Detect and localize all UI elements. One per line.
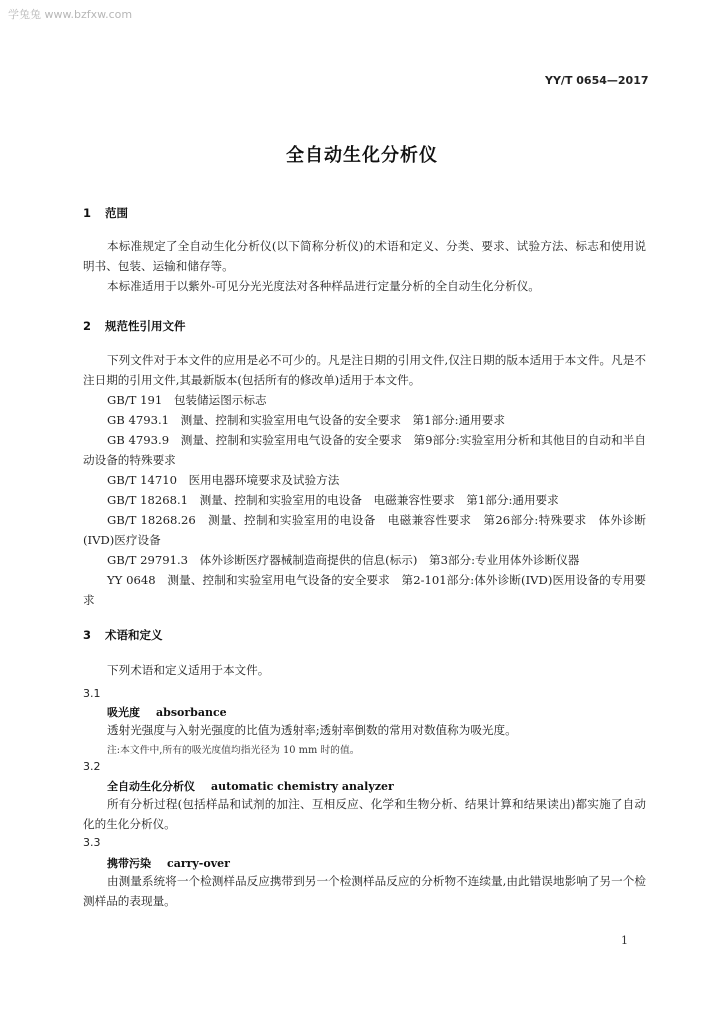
document-title: 全自动生化分析仪: [286, 145, 438, 166]
reference-item: GB/T 18268.26 测量、控制和实验室用的电设备 电磁兼容性要求 第26部分:特殊要求 体外诊断(IVD)医疗设备: [83, 513, 646, 547]
term-definition: 透射光强度与入射光强度的比值为透射率;透射率倒数的常用对数值称为吸光度。: [107, 723, 517, 737]
term-number: 3.2: [83, 760, 101, 773]
reference-item: GB 4793.9 测量、控制和实验室用电气设备的安全要求 第9部分:实验室用分析和其他目的自动和半自动设备的特殊要求: [83, 433, 646, 467]
standard-code: YY/T 0654—2017: [545, 74, 649, 87]
section-3-heading: [83, 627, 163, 643]
section-number: 1: [83, 206, 92, 220]
reference-item: GB/T 29791.3 体外诊断医疗器械制造商提供的信息(标示) 第3部分:专业用体外诊断仪器: [107, 553, 580, 567]
term-zh: 携带污染: [107, 857, 151, 870]
term-zh: 吸光度: [107, 706, 140, 719]
reference-item: GB/T 18268.1 测量、控制和实验室用的电设备 电磁兼容性要求 第1部分:通用要求: [107, 493, 559, 507]
reference-item: YY 0648 测量、控制和实验室用电气设备的安全要求 第2-101部分:体外诊断(IVD)医用设备的专用要求: [83, 573, 646, 607]
page-number: 1: [621, 934, 628, 947]
scope-paragraph-2: 本标准适用于以紫外-可见分光光度法对各种样品进行定量分析的全自动生化分析仪。: [107, 279, 540, 293]
term-number: 3.1: [83, 687, 101, 700]
reference-item: GB/T 14710 医用电器环境要求及试验方法: [107, 473, 340, 487]
section-title: 术语和定义: [105, 628, 163, 642]
term-en: absorbance: [156, 706, 227, 719]
watermark: 学兔兔 www.bzfxw.com: [8, 8, 133, 21]
section-title: 规范性引用文件: [105, 319, 186, 333]
term-heading: [107, 855, 230, 871]
section-title: 范围: [105, 206, 128, 220]
term-heading: [107, 704, 227, 720]
references-intro: 下列文件对于本文件的应用是必不可少的。凡是注日期的引用文件,仅注日期的版本适用于本文件。凡是不注日期的引用文件,其最新版本(包括所有的修改单)适用于本文件。: [83, 353, 646, 387]
term-en: carry-over: [167, 857, 230, 870]
term-en: automatic chemistry analyzer: [211, 780, 394, 793]
scope-paragraph-1: 本标准规定了全自动生化分析仪(以下简称分析仪)的术语和定义、分类、要求、试验方法、标志和使用说明书、包装、运输和储存等。: [83, 239, 646, 273]
section-number: 2: [83, 319, 92, 333]
section-2-heading: [83, 318, 186, 334]
reference-item: GB/T 191 包装储运图示标志: [107, 393, 267, 407]
term-heading: [107, 778, 394, 794]
reference-item: GB 4793.1 测量、控制和实验室用电气设备的安全要求 第1部分:通用要求: [107, 413, 505, 427]
term-number: 3.3: [83, 836, 101, 849]
section-number: 3: [83, 628, 92, 642]
term-zh: 全自动生化分析仪: [107, 780, 195, 793]
term-definition: 所有分析过程(包括样品和试剂的加注、互相反应、化学和生物分析、结果计算和结果读出)都实施了自动化的生化分析仪。: [83, 797, 646, 831]
terms-intro: 下列术语和定义适用于本文件。: [107, 663, 270, 677]
term-definition: 由测量系统将一个检测样品反应携带到另一个检测样品反应的分析物不连续量,由此错误地影响了另一个检测样品的表现量。: [83, 874, 646, 908]
section-1-heading: [83, 205, 128, 221]
term-note: 注:本文件中,所有的吸光度值均指光径为 10 mm 时的值。: [107, 745, 360, 756]
